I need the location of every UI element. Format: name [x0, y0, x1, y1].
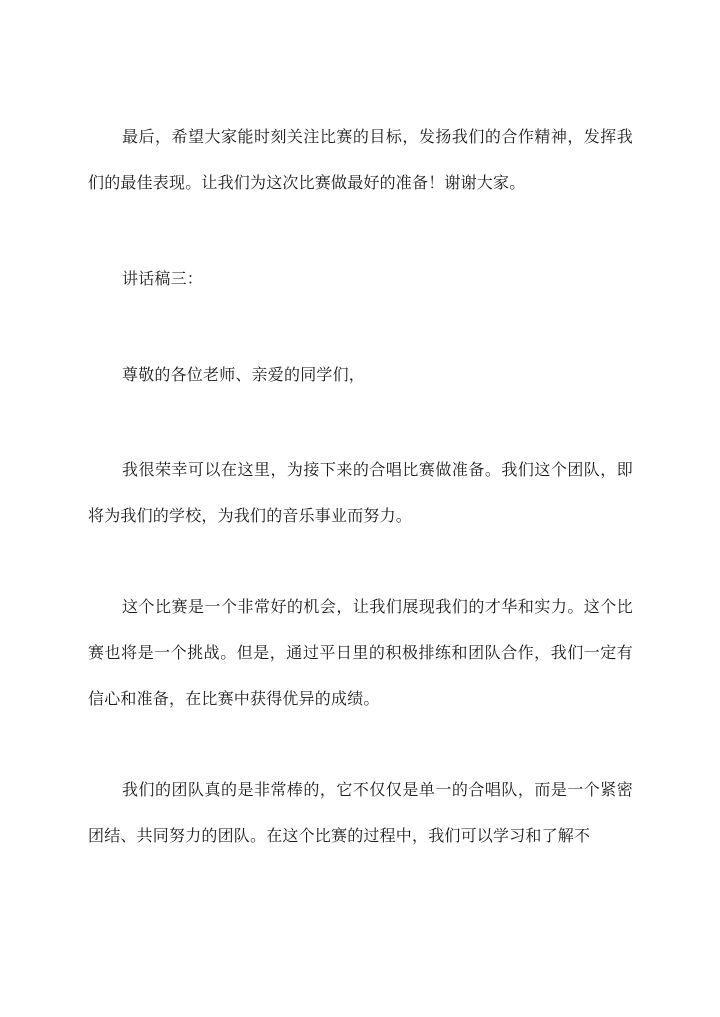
- paragraph-introduction: 我很荣幸可以在这里，为接下来的合唱比赛做准备。我们这个团队，即将为我们的学校，为我们的音乐事业而努力。: [88, 460, 633, 525]
- section-heading-speech-three: 讲话稿三：: [122, 269, 204, 288]
- paragraph-salutation: 尊敬的各位老师、亲爱的同学们，: [122, 365, 366, 384]
- paragraph-opportunity: 这个比赛是一个非常好的机会，让我们展现我们的才华和实力。这个比赛也将是一个挑战。但是，通过平日里的积极排练和团队合作，我们一定有信心和准备，在比赛中获得优异的成绩。: [88, 597, 633, 708]
- paragraph-team: 我们的团队真的是非常棒的，它不仅仅是单一的合唱队，而是一个紧密团结、共同努力的团队。在这个比赛的过程中，我们可以学习和了解不: [88, 780, 633, 845]
- paragraph-closing-remarks: 最后，希望大家能时刻关注比赛的目标，发扬我们的合作精神，发挥我们的最佳表现。让我们为这次比赛做最好的准备！谢谢大家。: [88, 127, 633, 192]
